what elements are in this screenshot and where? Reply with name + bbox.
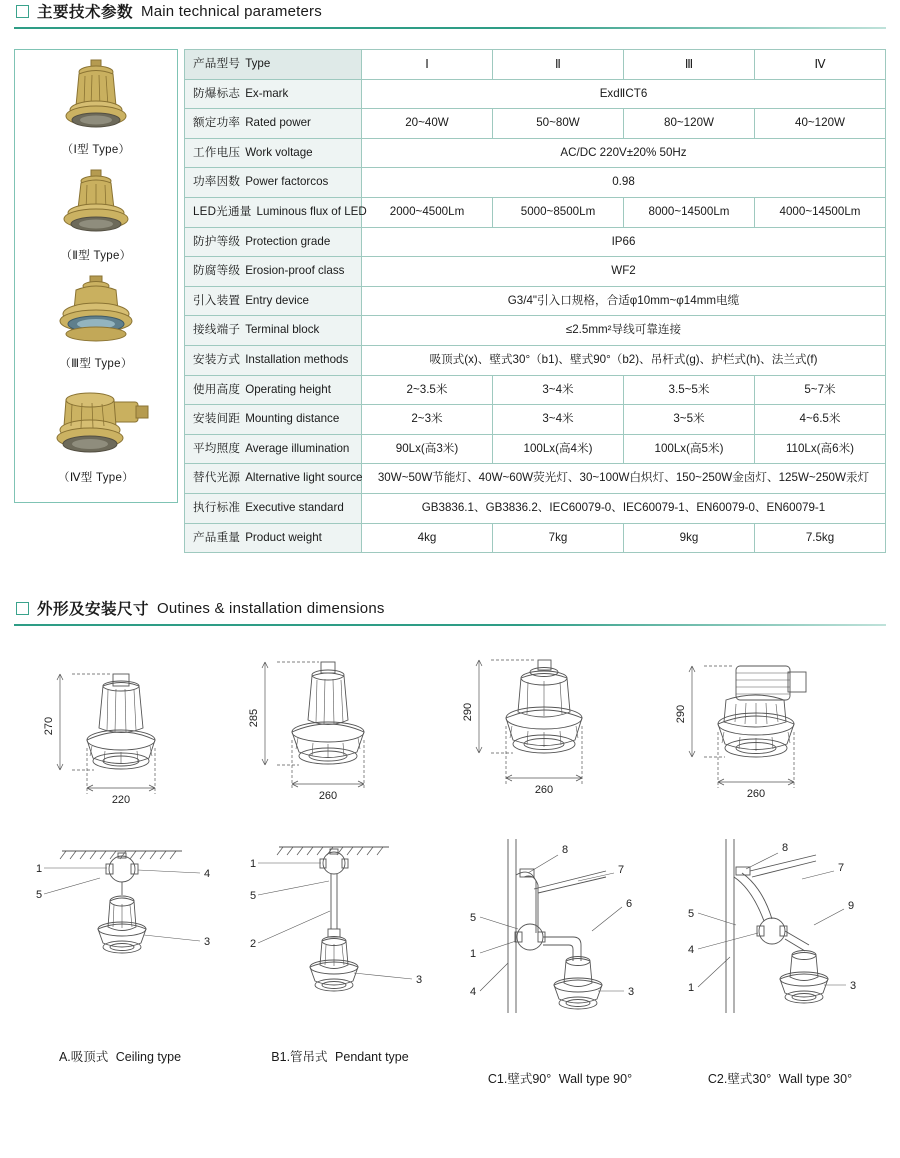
row-label: 接线端子 Terminal block xyxy=(185,316,362,346)
section-title-en-2: Outines & installation dimensions xyxy=(157,599,385,617)
callout-c1-1: 1 xyxy=(470,948,477,961)
callout-c1-6: 6 xyxy=(626,898,633,911)
type-header-4: Ⅳ xyxy=(755,50,886,80)
row-label: 防护等级 Protection grade xyxy=(185,227,362,257)
row-value: ExdⅡCT6 xyxy=(362,79,886,109)
callout-c1-7: 7 xyxy=(618,864,625,877)
callout-c1-3: 3 xyxy=(628,986,635,999)
row-label: LED光通量 Luminous flux of LED xyxy=(185,197,362,227)
table-row xyxy=(185,227,886,257)
row-value: 30W~50W节能灯、40W~60W荧光灯、30~100W白炽灯、150~250W金卤灯、125W~250W汞灯 xyxy=(362,464,886,494)
square-bullet-icon-2 xyxy=(16,602,29,615)
outline-drawing-4 xyxy=(670,648,870,823)
table-row xyxy=(185,375,886,405)
product-image-3-caption: （Ⅲ型 Type） xyxy=(59,358,133,370)
row-value: 2~3.5米 xyxy=(362,375,493,405)
row-label: 工作电压 Work voltage xyxy=(185,138,362,168)
row-value: 8000~14500Lm xyxy=(624,197,755,227)
type-header-1: Ⅰ xyxy=(362,50,493,80)
install-caption-c1-en: Wall type 90° xyxy=(558,1072,633,1087)
product-image-2 xyxy=(15,166,177,272)
row-value: IP66 xyxy=(362,227,886,257)
table-row xyxy=(185,257,886,287)
callout-c2-5: 5 xyxy=(688,908,695,921)
table-row xyxy=(185,79,886,109)
row-value: 吸顶式(x)、壁式30°（b1)、壁式90°（b2)、吊杆式(g)、护栏式(h)、法兰式(f) xyxy=(362,345,886,375)
row-value: 3~5米 xyxy=(624,405,755,435)
callout-a-4: 4 xyxy=(204,868,211,881)
outline-1-height: 270 xyxy=(43,716,56,736)
table-row xyxy=(185,345,886,375)
spec-table xyxy=(184,49,886,553)
lamp-type-4-icon xyxy=(36,382,156,466)
outline-drawing-1 xyxy=(30,648,220,823)
section-header-dims xyxy=(14,597,886,632)
install-caption-c1-cn: C1.壁式90° xyxy=(487,1072,552,1087)
row-value: 2~3米 xyxy=(362,405,493,435)
header-divider xyxy=(14,27,886,29)
install-caption-b-en: Pendant type xyxy=(335,1050,409,1065)
installation-drawing-wall90 xyxy=(446,833,656,1043)
callout-c1-4: 4 xyxy=(470,986,477,999)
row-label: 执行标准 Executive standard xyxy=(185,493,362,523)
row-label: 使用高度 Operating height xyxy=(185,375,362,405)
table-row xyxy=(185,434,886,464)
callout-a-3: 3 xyxy=(204,936,211,949)
row-label: 功率因数 Power factorcos xyxy=(185,168,362,198)
install-caption-c2-cn: C2.壁式30° xyxy=(707,1072,772,1087)
row-value: 3.5~5米 xyxy=(624,375,755,405)
product-image-2-caption: （Ⅱ型 Type） xyxy=(60,250,132,262)
row-value: 5~7米 xyxy=(755,375,886,405)
row-value: 3~4米 xyxy=(493,405,624,435)
callout-c1-5: 5 xyxy=(470,912,477,925)
row-label: 防腐等级 Erosion-proof class xyxy=(185,257,362,287)
row-value: 110Lx(高6米) xyxy=(755,434,886,464)
install-caption-c1 xyxy=(453,1069,668,1087)
table-row xyxy=(185,464,886,494)
callout-a-1: 1 xyxy=(36,863,43,876)
callout-c1-8: 8 xyxy=(562,844,569,857)
product-image-column xyxy=(14,49,178,503)
row-value: 7.5kg xyxy=(755,523,886,553)
row-value: AC/DC 220V±20% 50Hz xyxy=(362,138,886,168)
row-value: ≤2.5mm²导线可靠连接 xyxy=(362,316,886,346)
product-image-4-caption: （Ⅳ型 Type） xyxy=(58,472,134,484)
install-caption-b xyxy=(233,1047,448,1087)
installation-drawing-ceiling xyxy=(22,833,222,1043)
row-label: 安装方式 Installation methods xyxy=(185,345,362,375)
row-label: 产品型号 Type xyxy=(185,50,362,80)
outline-drawing-row xyxy=(0,648,900,823)
row-value: 2000~4500Lm xyxy=(362,197,493,227)
product-image-4 xyxy=(15,380,177,494)
row-value: GB3836.1、GB3836.2、IEC60079-0、IEC60079-1、EN60079-0、EN60079-1 xyxy=(362,493,886,523)
row-value: 3~4米 xyxy=(493,375,624,405)
table-row xyxy=(185,286,886,316)
row-label: 平均照度 Average illumination xyxy=(185,434,362,464)
table-row-header xyxy=(185,50,886,80)
installation-caption-row xyxy=(0,1047,900,1087)
installation-drawing-row xyxy=(0,823,900,1043)
row-value: 4~6.5米 xyxy=(755,405,886,435)
row-value: 80~120W xyxy=(624,109,755,139)
callout-c2-1: 1 xyxy=(688,982,695,995)
lamp-type-1-icon xyxy=(41,58,151,138)
row-label: 防爆标志 Ex-mark xyxy=(185,79,362,109)
install-caption-c2-en: Wall type 30° xyxy=(778,1072,853,1087)
row-value: 100Lx(高5米) xyxy=(624,434,755,464)
outline-2-width: 260 xyxy=(318,790,337,803)
row-value: 7kg xyxy=(493,523,624,553)
callout-c2-4: 4 xyxy=(688,944,695,957)
row-label: 额定功率 Rated power xyxy=(185,109,362,139)
row-value: 5000~8500Lm xyxy=(493,197,624,227)
callout-c2-9: 9 xyxy=(848,900,855,913)
install-caption-c2 xyxy=(673,1069,888,1087)
callout-c2-8: 8 xyxy=(782,842,789,855)
callout-b-5: 5 xyxy=(250,890,257,903)
installation-drawing-wall30 xyxy=(668,833,878,1043)
row-label: 替代光源 Alternative light source xyxy=(185,464,362,494)
outline-3-width: 260 xyxy=(535,784,554,797)
install-caption-a-en: Ceiling type xyxy=(115,1050,182,1065)
row-label: 引入装置 Entry device xyxy=(185,286,362,316)
callout-a-5: 5 xyxy=(36,889,43,902)
callout-b-1: 1 xyxy=(250,858,257,871)
outline-drawing-2 xyxy=(237,648,437,823)
row-value: 0.98 xyxy=(362,168,886,198)
row-label: 产品重量 Product weight xyxy=(185,523,362,553)
spec-block xyxy=(14,49,886,553)
row-value: G3/4"引入口规格，合适φ10mm~φ14mm电缆 xyxy=(362,286,886,316)
callout-c2-7: 7 xyxy=(838,862,845,875)
row-value: 100Lx(高4米) xyxy=(493,434,624,464)
type-header-3: Ⅲ xyxy=(624,50,755,80)
outline-3-height: 290 xyxy=(462,702,475,722)
table-row xyxy=(185,523,886,553)
callout-c2-3: 3 xyxy=(850,980,857,993)
section-title-cn: 主要技术参数 xyxy=(37,4,134,21)
outline-1-width: 220 xyxy=(112,794,131,807)
installation-drawing-pendant xyxy=(234,833,434,1043)
install-caption-b-cn: B1.管吊式 xyxy=(271,1050,328,1065)
outline-4-height: 290 xyxy=(674,704,687,724)
row-value: 40~120W xyxy=(755,109,886,139)
install-caption-a xyxy=(13,1047,228,1087)
header-divider-2 xyxy=(14,624,886,626)
section-header-spec xyxy=(14,0,886,35)
row-value: WF2 xyxy=(362,257,886,287)
dimension-drawings xyxy=(0,648,900,1098)
table-row xyxy=(185,316,886,346)
table-row xyxy=(185,493,886,523)
row-label: 安装间距 Mounting distance xyxy=(185,405,362,435)
outline-4-width: 260 xyxy=(746,788,765,801)
callout-b-2: 2 xyxy=(250,938,257,951)
lamp-type-3-icon xyxy=(41,274,151,352)
install-caption-a-cn: A.吸顶式 xyxy=(58,1050,109,1065)
lamp-type-2-icon xyxy=(41,168,151,244)
table-row xyxy=(185,197,886,227)
table-row xyxy=(185,168,886,198)
product-image-1 xyxy=(15,56,177,166)
spec-table-body xyxy=(185,50,886,553)
square-bullet-icon xyxy=(16,5,29,18)
row-value: 4kg xyxy=(362,523,493,553)
product-image-3 xyxy=(15,272,177,380)
row-value: 9kg xyxy=(624,523,755,553)
row-value: 4000~14500Lm xyxy=(755,197,886,227)
type-header-2: Ⅱ xyxy=(493,50,624,80)
section-title-en: Main technical parameters xyxy=(141,2,322,20)
row-value: 50~80W xyxy=(493,109,624,139)
outline-drawing-3 xyxy=(453,648,653,823)
product-image-1-caption: （Ⅰ型 Type） xyxy=(61,144,131,156)
row-value: 90Lx(高3米) xyxy=(362,434,493,464)
table-row xyxy=(185,109,886,139)
section-title-cn-2: 外形及安装尺寸 xyxy=(37,601,150,619)
row-value: 20~40W xyxy=(362,109,493,139)
table-row xyxy=(185,138,886,168)
table-row xyxy=(185,405,886,435)
callout-b-3: 3 xyxy=(416,974,423,987)
outline-2-height: 285 xyxy=(247,708,260,728)
